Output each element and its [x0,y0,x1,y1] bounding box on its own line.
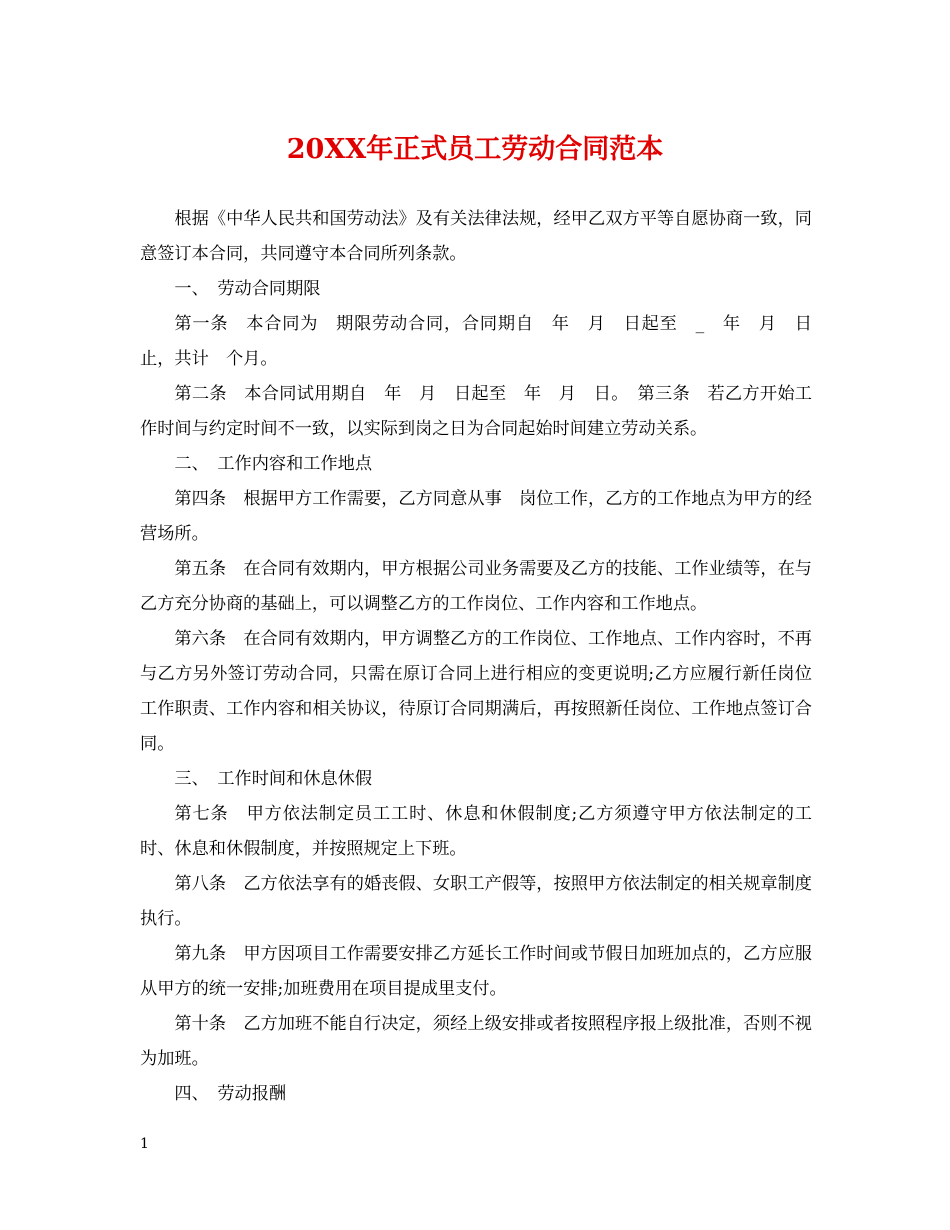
paragraph-preamble: 根据《中华人民共和国劳动法》及有关法律法规，经甲乙双方平等自愿协商一致，同意签订本合同，共同遵守本合同所列条款。 [140,209,812,264]
document-title: 20XX年正式员工劳动合同范本 [286,134,664,165]
clause-8: 第八条 乙方依法享有的婚丧假、女职工产假等，按照甲方依法制定的相关规章制度执行。 [140,874,812,929]
section-heading-2: 二、 工作内容和工作地点 [174,454,373,474]
section-heading-4: 四、 劳动报酬 [174,1084,287,1104]
clause-6: 第六条 在合同有效期内，甲方调整乙方的工作岗位、工作地点、工作内容时，不再与乙方另外签订劳动合同，只需在原订合同上进行相应的变更说明;乙方应履行新任岗位工作职责、工作内容和相关协议，待原订合同期满后，再按照新任岗位、工作地点签订合同。 [140,629,812,754]
section-heading-1: 一、 劳动合同期限 [174,279,321,299]
page-number: 1 [140,1136,149,1152]
clause-10: 第十条 乙方加班不能自行决定，须经上级安排或者按照程序报上级批准，否则不视为加班。 [140,1014,812,1069]
clause-5: 第五条 在合同有效期内，甲方根据公司业务需要及乙方的技能、工作业绩等，在与乙方充分协商的基础上，可以调整乙方的工作岗位、工作内容和工作地点。 [140,559,812,614]
clause-9: 第九条 甲方因项目工作需要安排乙方延长工作时间或节假日加班加点的，乙方应服从甲方的统一安排;加班费用在项目提成里支付。 [140,944,812,999]
clause-4: 第四条 根据甲方工作需要，乙方同意从事 岗位工作，乙方的工作地点为甲方的经营场所。 [140,489,812,544]
clause-1: 第一条 本合同为 期限劳动合同，合同期自 年 月 日起至 _ 年 月 日止，共计 个月。 [140,314,812,369]
section-heading-3: 三、 工作时间和休息休假 [174,769,373,789]
clause-2-3: 第二条 本合同试用期自 年 月 日起至 年 月 日。 第三条 若乙方开始工作时间与约定时间不一致，以实际到岗之日为合同起始时间建立劳动关系。 [140,384,812,439]
document-body [140,202,812,1112]
clause-7: 第七条 甲方依法制定员工工时、休息和休假制度;乙方须遵守甲方依法制定的工时、休息和休假制度，并按照规定上下班。 [140,804,812,859]
